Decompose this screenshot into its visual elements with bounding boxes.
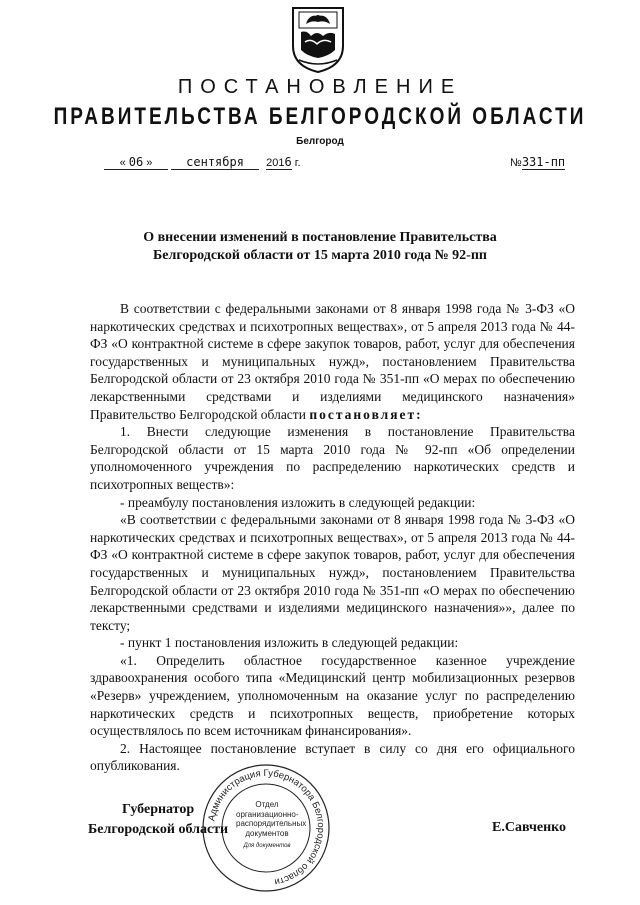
paragraph-preamble-change: - преамбулу постановления изложить в следующей редакции: xyxy=(120,494,476,510)
paragraph-new-point: «1. Определить областное государственное казенное учреждение здравоохранения особого типа «Медицинский центр мобилизационных резервов «Резерв» учреждением, уполномоченным на оказание услуг по распределению наркотических средств и психотропных веществ, приобретение которых осуществлялось по всем источникам финансирования». xyxy=(90,652,575,739)
stamp-line-3: распорядительных xyxy=(236,819,307,828)
city: Белгород xyxy=(296,136,344,147)
document-body xyxy=(90,300,575,775)
stamp-center xyxy=(236,800,307,852)
preamble-text: В соответствии с федеральными законами от 8 января 1998 года № 3-ФЗ «О наркотических средствах и психотропных веществах», от 5 апреля 2013 года № 44-ФЗ «О контрактной системе в сфере закупок товаров, работ, услуг для обеспечения государственных и муниципальных нужд», постановлением Правительства Белгородской области от 23 октября 2010 года № 351-пп «О мерах по обеспечению лекарственными средствами и изделиями медицинского назначения» Правительство Белгородской области xyxy=(90,301,575,422)
paragraph-preamble xyxy=(90,300,575,423)
date-day: 06 xyxy=(128,155,144,169)
stamp-line-1: Отдел xyxy=(255,800,279,809)
date-year-suffix: 6 xyxy=(284,155,292,169)
paragraph-new-preamble: «В соответствии с федеральными законами от 8 января 1998 года № 3-ФЗ «О наркотических средствах и психотропных веществах», от 5 апреля 2013 года № 44-ФЗ «О контрактной системе в сфере закупок товаров, работ, услуг для обеспечения государственных и муниципальных нужд», постановлением Правительства Белгородской области от 23 октября 2010 года № 351-пп «О мерах по обеспечению лекарственными средствами и изделиями медицинского назначения»», далее по тексту; xyxy=(90,512,575,633)
date-year-mark: г. xyxy=(294,157,301,169)
title-line-2: Белгородской области от 15 марта 2010 года № 92-пп xyxy=(153,248,487,263)
position-line-1: Губернатор xyxy=(121,802,195,817)
stamp-ring-text: Администрация Губернатора Белгородской области xyxy=(206,767,327,888)
document-number xyxy=(510,155,565,170)
coat-of-arms-icon xyxy=(289,6,347,74)
date-year-prefix: 201 xyxy=(266,157,285,169)
issuing-authority: ПРАВИТЕЛЬСТВА БЕЛГОРОДСКОЙ ОБЛАСТИ xyxy=(53,104,587,131)
position-line-2: Белгородской области xyxy=(88,822,229,837)
stamp-line-2: организационно- xyxy=(236,809,299,819)
document-type: ПОСТАНОВЛЕНИЕ xyxy=(177,76,463,98)
paragraph-item-2: 2. Настоящее постановление вступает в силу со дня его официального опубликования. xyxy=(90,740,575,774)
document-title xyxy=(0,229,640,265)
resolution-verb: постановляет: xyxy=(309,406,423,422)
document-date xyxy=(104,155,544,171)
stamp-line-5: Для документов xyxy=(243,843,291,849)
paragraph-point-change: - пункт 1 постановления изложить в следующей редакции: xyxy=(120,635,459,651)
date-close-quote: » xyxy=(146,157,153,169)
number-label: № xyxy=(510,157,522,169)
signatory-name: Е.Савченко xyxy=(492,820,567,835)
signatory-position xyxy=(88,800,228,840)
date-open-quote: « xyxy=(119,157,126,169)
stamp-line-4: документов xyxy=(245,828,289,838)
paragraph-item-1: 1. Внести следующие изменения в постановление Правительства Белгородской области от 15 марта 2010 года № 92-пп «Об определении уполномоченного учреждения по распределению наркотических средств и психотропных веществ»: xyxy=(90,424,575,492)
number-value: 331-пп xyxy=(521,155,566,169)
date-month: сентября xyxy=(171,155,259,170)
title-line-1: О внесении изменений в постановление Правительства xyxy=(143,230,497,245)
